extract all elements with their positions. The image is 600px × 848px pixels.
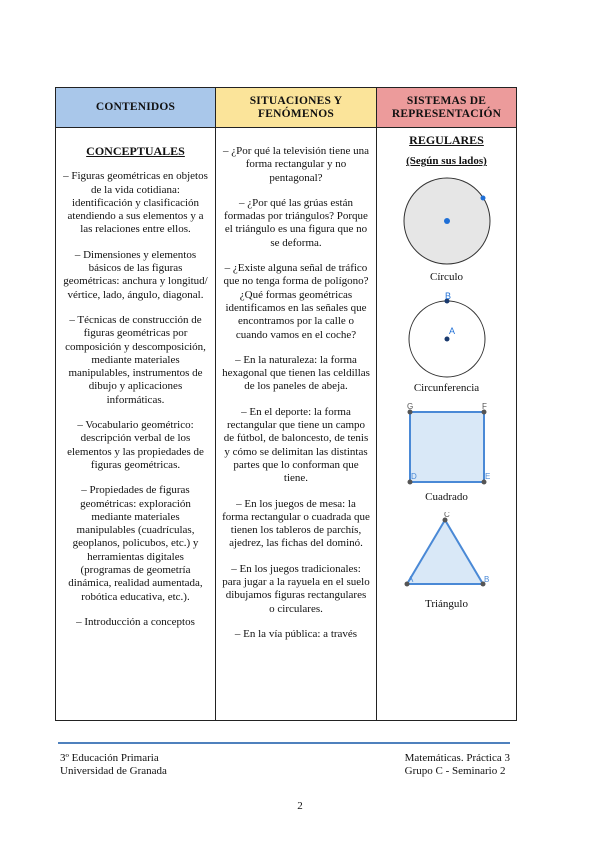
contenido-item: – Propiedades de figuras geométricas: exploración mediante materiales manipulables (cuadrículas, geoplanos, policubos, etc.) y herramientas digitales (programas de geometría dinámica, realidad aumentada, robótica educativa, etc.). <box>68 484 203 603</box>
label-b: B <box>483 575 489 585</box>
situacion-item: – ¿Por qué la televisión tiene una forma rectangular y no pentagonal? <box>222 145 369 184</box>
segun-lados-heading: (Según sus lados) <box>406 155 487 168</box>
contenido-item: – Introducción a conceptos <box>76 615 195 628</box>
triangle-shape <box>407 520 483 584</box>
situacion-item: – En el deporte: la forma rectangular que tiene un campo de fútbol, de baloncesto, de tenis y cómo se delimitan las distintas partes que lo conforman que tiene. <box>223 405 369 485</box>
situaciones-cell <box>216 128 377 720</box>
square-figure <box>399 403 495 489</box>
footer-group: Grupo C - Seminario 2 <box>404 765 506 777</box>
representacion-cell <box>377 128 516 720</box>
circumference-figure <box>399 292 495 380</box>
label-c: C <box>443 512 450 520</box>
circle-edge-point <box>480 195 485 200</box>
situacion-item: – En los juegos tradicionales: para jugar a la rayuela en el suelo dibujamos figuras rectangulares o circulares. <box>222 562 370 615</box>
conceptuales-heading: CONCEPTUALES <box>86 144 185 158</box>
footer-left <box>60 752 167 778</box>
cuadrado-label: Cuadrado <box>425 491 468 504</box>
situacion-item: – ¿Existe alguna señal de tráfico que no tenga forma de polígono? ¿Qué formas geométricas identificamos en las señales que encontramos por la calle o cuando vamos en el coche? <box>223 262 369 341</box>
label-b: B <box>444 291 451 301</box>
contenidos-cell <box>56 128 216 720</box>
contenido-item: – Técnicas de construcción de figuras geométricas por composición y descomposición, mediante materiales manipulables, instrumentos de dibujo y aplicaciones informáticas. <box>65 313 206 406</box>
center-point-a <box>444 336 449 341</box>
square-shape <box>410 412 484 482</box>
regulares-heading: REGULARES <box>409 133 484 147</box>
header-situaciones: SITUACIONES Y FENÓMENOS <box>216 88 377 128</box>
footer-rule <box>58 742 510 744</box>
triangle-figure <box>399 512 495 596</box>
triangulo-label: Triángulo <box>425 598 468 611</box>
header-sistemas: SISTEMAS DE REPRESENTACIÓN <box>377 88 516 128</box>
situacion-item: – ¿Por qué las grúas están formadas por triángulos? Porque el triángulo es una figura que no se deforma. <box>224 196 368 249</box>
circle-figure <box>399 173 495 269</box>
page-number: 2 <box>297 800 303 812</box>
label-g: G <box>406 403 413 412</box>
situacion-item: – En los juegos de mesa: la forma rectangular o cuadrada que tienen los tableros de parchís, ajedrez, las fichas del dominó. <box>222 497 370 550</box>
circulo-label: Círculo <box>430 270 463 283</box>
circle-center-point <box>444 218 450 224</box>
footer-university: Universidad de Granada <box>60 765 167 777</box>
label-d: D <box>410 472 417 482</box>
circunferencia-label: Circunferencia <box>413 381 480 394</box>
contents-table <box>55 87 517 721</box>
header-contenidos: CONTENIDOS <box>56 88 216 128</box>
footer-subject: Matemáticas. Práctica 3 <box>404 752 510 764</box>
contenido-item: – Dimensiones y elementos básicos de las figuras geométricas: anchura y longitud/ vértice, lado, ángulo, diagonal. <box>63 248 208 301</box>
situacion-item: – En la vía pública: a través <box>234 627 358 640</box>
label-f: F <box>481 403 487 412</box>
contenido-item: – Vocabulario geométrico: descripción verbal de los elementos y las propiedades de figuras geométricas. <box>67 419 204 471</box>
contenido-item: – Figuras geométricas en objetos de la vida cotidiana: identificación y clasificación atendiendo a sus elementos y a las relaciones entre ellos. <box>63 170 208 236</box>
situacion-item: – En la naturaleza: la forma hexagonal que tienen las celdillas de los paneles de abeja. <box>222 353 370 393</box>
footer-course: 3º Educación Primaria <box>60 752 159 764</box>
label-a: A <box>407 575 413 585</box>
label-a: A <box>448 325 455 336</box>
footer-right <box>405 752 510 778</box>
label-e: E <box>484 472 490 482</box>
